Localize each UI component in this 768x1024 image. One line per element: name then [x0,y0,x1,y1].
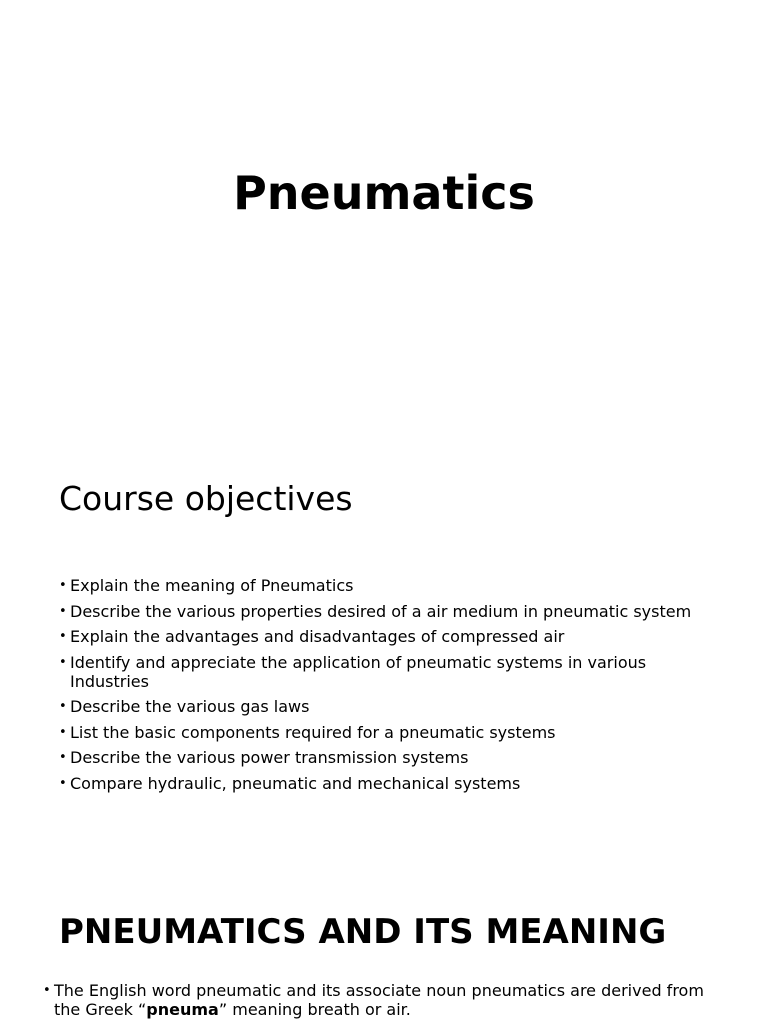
meaning-paragraph [43,981,734,1019]
slide-title: Pneumatics [233,166,535,220]
objective-item: • Explain the meaning of Pneumatics [59,576,719,595]
objectives-list [59,576,719,799]
meaning-slide [0,870,768,1024]
objective-item: • Identify and appreciate the application of pneumatic systems in various Industries [59,653,719,691]
objective-item: • Describe the various power transmission systems [59,748,719,767]
objective-item: • Compare hydraulic, pneumatic and mechanical systems [59,774,719,793]
title-slide [0,0,768,450]
objectives-heading: Course objectives [59,479,353,518]
meaning-heading: PNEUMATICS AND ITS MEANING [59,912,667,952]
objective-item: • Explain the advantages and disadvantages of compressed air [59,627,719,646]
objective-item: • List the basic components required for a pneumatic systems [59,723,719,742]
objective-item: • Describe the various properties desired of a air medium in pneumatic system [59,602,719,621]
meaning-text-end: ” meaning breath or air. [218,1000,411,1019]
objective-item: • Describe the various gas laws [59,697,719,716]
objectives-slide [0,450,768,870]
meaning-text-bold: pneuma [146,1000,219,1019]
meaning-text-start: The English word pneumatic and its associate noun pneumatics are derived from the Greek “ [54,981,704,1019]
